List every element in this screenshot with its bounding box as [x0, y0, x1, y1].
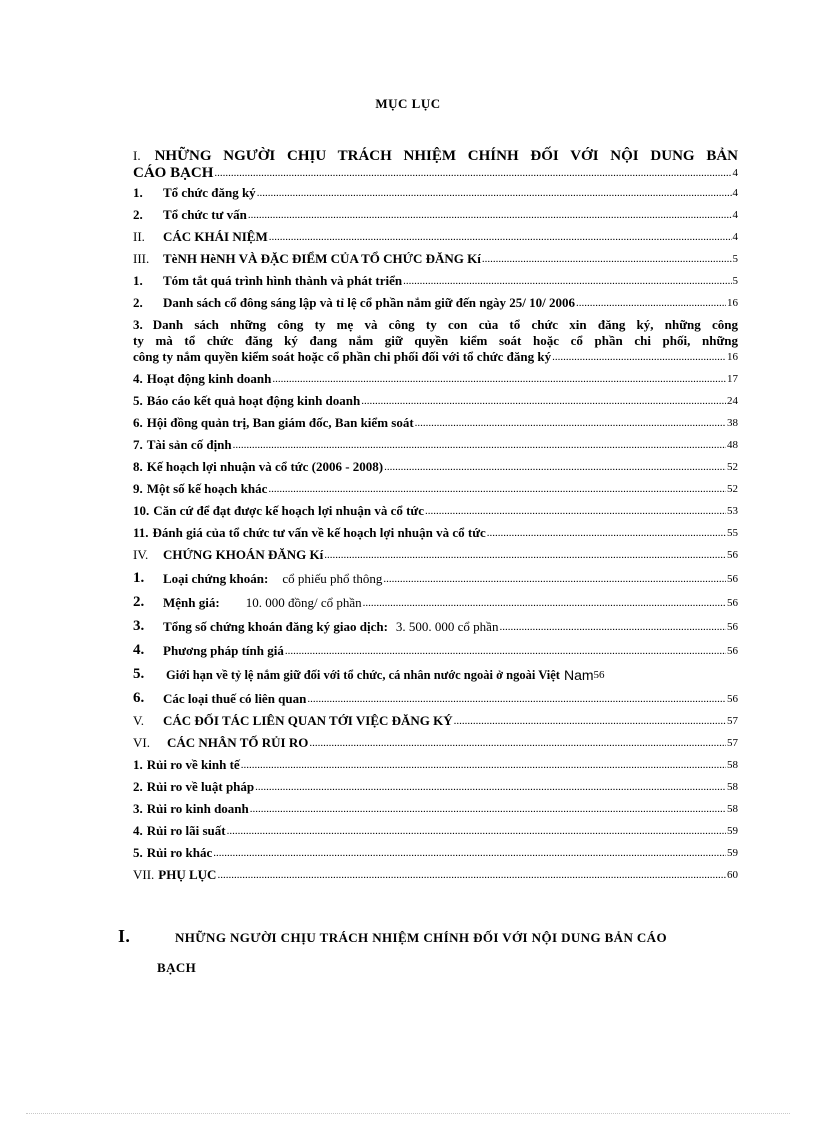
toc-entry-number: 1. [133, 570, 145, 586]
toc-entry[interactable] [133, 459, 738, 475]
table-of-contents [133, 147, 738, 889]
toc-page-number: 55 [727, 527, 738, 539]
toc-entry-number: 1. [133, 757, 143, 772]
toc-entry-number: 7. [133, 437, 143, 452]
toc-page-number: 53 [727, 505, 738, 517]
toc-entry-number: I. [133, 148, 141, 163]
toc-dot-leader [576, 295, 726, 311]
toc-page-number: 56 [593, 669, 605, 681]
toc-entry-label: CÁC ĐỐI TÁC LIÊN QUAN TỚI VIỆC ĐĂNG KÝ [163, 713, 453, 728]
toc-entry-label: Tóm tắt quá trình hình thành và phát triển [163, 273, 403, 288]
toc-dot-leader [227, 823, 726, 839]
toc-entry[interactable] [133, 481, 738, 497]
toc-entry-label: Hoạt động kinh doanh [146, 371, 272, 386]
toc-entry-label-suffix: Nam [563, 667, 594, 683]
toc-entry-label: Hội đồng quản trị, Ban giám đốc, Ban kiểm soát [146, 415, 414, 430]
toc-entry-label: Các loại thuế có liên quan [163, 691, 307, 706]
toc-entry-label: Tài sản cố định [146, 437, 232, 452]
toc-entry-number: 5. [133, 393, 143, 408]
toc-dot-leader [415, 415, 726, 431]
toc-dot-leader [425, 503, 726, 519]
toc-dot-leader [403, 273, 731, 289]
toc-entry-number: 3. [133, 801, 143, 816]
toc-entry-label: Rủi ro kinh doanh [146, 801, 249, 816]
toc-entry-label: CÁC NHÂN TỐ RỦI RO [167, 735, 309, 750]
toc-dot-leader [285, 643, 726, 659]
toc-page-number: 52 [727, 483, 738, 495]
toc-dot-leader [324, 547, 726, 563]
toc-page-number: 4 [732, 167, 738, 179]
toc-entry[interactable] [133, 207, 738, 223]
toc-dot-leader [241, 757, 726, 773]
toc-entry[interactable] [133, 295, 738, 311]
toc-entry-number: IV. [133, 547, 149, 562]
toc-page-number: 5 [732, 275, 738, 287]
toc-entry-label: Kế hoạch lợi nhuận và cổ tức (2006 - 2008) [146, 459, 384, 474]
toc-entry-number: 2. [133, 594, 145, 610]
toc-page-number: 56 [727, 645, 738, 657]
toc-entry-label: Giới hạn về tỷ lệ nắm giữ đối với tổ chức, cá nhân nước ngoài ở ngoài Việt [166, 668, 560, 682]
toc-entry[interactable] [133, 371, 738, 387]
toc-entry-label: Loại chứng khoán: [163, 571, 269, 586]
toc-page-number: 4 [732, 209, 738, 221]
toc-entry-number: 5. [133, 666, 145, 682]
toc-entry-section-3[interactable] [133, 251, 738, 267]
toc-entry-label: TèNH HèNH VÀ ĐẶC ĐIỂM CỦA TỔ CHỨC ĐĂNG Kí [163, 251, 481, 266]
toc-dot-leader [272, 371, 726, 387]
toc-entry-number: 4. [133, 823, 143, 838]
toc-dot-leader [482, 251, 732, 267]
page-bottom-divider [26, 1113, 790, 1114]
toc-page-number: 17 [727, 373, 738, 385]
toc-entry[interactable] [133, 273, 738, 289]
toc-dot-leader [269, 229, 732, 245]
toc-dot-leader [217, 867, 726, 883]
toc-entry-value: 10. 000 đồng/ cổ phần [245, 595, 362, 610]
toc-entry-label-line: ty mà tổ chức đăng ký đang nắm giữ quyền kiểm soát hoặc cổ phần chi phối, những [133, 333, 738, 348]
toc-entry[interactable] [133, 689, 738, 707]
toc-dot-leader [363, 595, 726, 611]
toc-entry-number: 3. [133, 317, 143, 332]
toc-entry-number: 1. [133, 273, 143, 288]
toc-entry-number: 2. [133, 779, 143, 794]
toc-page-number: 52 [727, 461, 738, 473]
toc-dot-leader [257, 185, 732, 201]
toc-entry-number: 6. [133, 415, 143, 430]
toc-page-number: 56 [727, 597, 738, 609]
toc-entry[interactable] [133, 569, 738, 587]
toc-entry-label: PHỤ LỤC [158, 867, 217, 882]
toc-entry-label: Rủi ro về kinh tế [146, 757, 240, 772]
toc-entry-number: 8. [133, 459, 143, 474]
toc-entry-label: Báo cáo kết quả hoạt động kinh doanh [146, 393, 361, 408]
toc-page-number: 4 [732, 187, 738, 199]
toc-entry-label: Phương pháp tính giá [163, 643, 284, 658]
toc-entry-value: 3. 500. 000 cổ phần [395, 619, 499, 634]
toc-dot-leader [248, 207, 732, 223]
toc-entry-label: CÁC KHÁI NIỆM [163, 229, 268, 244]
toc-entry-number: 11. [133, 525, 149, 540]
toc-entry-label: Căn cứ để đạt được kế hoạch lợi nhuận và cổ tức [153, 503, 424, 518]
toc-entry[interactable] [133, 415, 738, 431]
toc-dot-leader [213, 845, 726, 861]
toc-entry-label: Đánh giá của tổ chức tư vấn về kế hoạch lợi nhuận và cổ tức [152, 525, 486, 540]
toc-entry[interactable] [133, 779, 738, 795]
toc-entry-section-5[interactable] [133, 713, 738, 729]
section-title-line-2: BẠCH [157, 960, 197, 975]
toc-entry-label: Rủi ro khác [146, 845, 213, 860]
toc-dot-leader [250, 801, 726, 817]
toc-dot-leader [214, 165, 731, 181]
toc-entry-number: 2. [133, 295, 143, 310]
toc-entry-label: Tổng số chứng khoán đăng ký giao dịch: [163, 619, 388, 634]
toc-page-number: 58 [727, 803, 738, 815]
toc-dot-leader [454, 713, 726, 729]
section-number: I. [118, 926, 131, 946]
toc-page-number: 59 [727, 825, 738, 837]
toc-entry[interactable] [133, 525, 738, 541]
toc-entry-section-6[interactable] [133, 735, 738, 751]
toc-page-number: 16 [727, 297, 738, 309]
toc-page-number: 56 [727, 549, 738, 561]
toc-entry-label-tail: CÁO BẠCH [133, 165, 214, 181]
toc-entry[interactable] [133, 617, 738, 635]
toc-entry[interactable] [133, 757, 738, 773]
toc-page-number: 48 [727, 439, 738, 451]
toc-entry-number: 6. [133, 690, 145, 706]
toc-dot-leader [487, 525, 726, 541]
toc-dot-leader [233, 437, 726, 453]
toc-entry[interactable] [133, 641, 738, 659]
toc-entry[interactable] [133, 317, 738, 365]
toc-entry-value: cổ phiếu phổ thông [282, 571, 383, 586]
toc-entry-label: Mệnh giá: [163, 595, 220, 610]
toc-page-number: 57 [727, 737, 738, 749]
toc-entry-number: 9. [133, 481, 143, 496]
toc-entry-number: 1. [133, 185, 143, 200]
toc-entry-number: VII. [133, 867, 155, 882]
toc-entry-section-2[interactable] [133, 229, 738, 245]
toc-page-number: 24 [727, 395, 738, 407]
toc-page-number: 38 [727, 417, 738, 429]
toc-page-number: 5 [732, 253, 738, 265]
toc-entry[interactable] [133, 593, 738, 611]
toc-title: MỤC LỤC [375, 96, 441, 111]
toc-page-number: 60 [727, 869, 738, 881]
toc-entry-number: 2. [133, 207, 143, 222]
toc-page-number: 57 [727, 715, 738, 727]
toc-page-number: 4 [732, 231, 738, 243]
toc-page-number: 56 [727, 573, 738, 585]
toc-entry[interactable] [133, 393, 738, 409]
toc-entry-number: III. [133, 251, 150, 266]
toc-dot-leader [309, 735, 726, 751]
toc-page-number: 56 [727, 621, 738, 633]
toc-page-number: 59 [727, 847, 738, 859]
toc-entry-number: 10. [133, 503, 150, 518]
toc-dot-leader [384, 459, 726, 475]
toc-entry-number: 4. [133, 371, 143, 386]
toc-entry-number: VI. [133, 735, 150, 750]
toc-entry-label: Rủi ro lãi suất [146, 823, 226, 838]
toc-entry-label: Một số kế hoạch khác [146, 481, 268, 496]
toc-entry[interactable] [133, 801, 738, 817]
toc-dot-leader [268, 481, 726, 497]
toc-entry-label: CHỨNG KHOÁN ĐĂNG Kí [163, 547, 324, 562]
toc-entry-label: NHỮNG NGƯỜI CHỊU TRÁCH NHIỆM CHÍNH ĐỐI VỚI NỘI DUNG BẢN [154, 148, 738, 164]
toc-entry-label: Danh sách cổ đông sáng lập và tỉ lệ cổ phần nắm giữ đến ngày 25/ 10/ 2006 [163, 295, 575, 310]
toc-entry-section-4[interactable] [133, 547, 738, 563]
toc-entry-label: Tổ chức đăng ký [163, 185, 256, 200]
toc-dot-leader [307, 691, 726, 707]
toc-entry[interactable] [133, 503, 738, 519]
toc-entry[interactable] [133, 665, 738, 683]
toc-entry[interactable] [133, 185, 738, 201]
toc-entry[interactable] [133, 823, 738, 839]
toc-entry-number: 5. [133, 845, 143, 860]
toc-entry-label: Rủi ro về luật pháp [146, 779, 255, 794]
toc-entry-number: V. [133, 713, 144, 728]
toc-page-number: 58 [727, 759, 738, 771]
toc-page-number: 16 [727, 351, 738, 363]
toc-entry[interactable] [133, 437, 738, 453]
section-title-line-1: NHỮNG NGƯỜI CHỊU TRÁCH NHIỆM CHÍNH ĐỐI VỚI NỘI DUNG BẢN CÁO [175, 930, 667, 945]
toc-entry-section-1[interactable] [133, 147, 738, 181]
toc-dot-leader [383, 571, 726, 587]
toc-entry-number: II. [133, 229, 145, 244]
toc-entry-number: 4. [133, 642, 145, 658]
toc-entry-label-tail: công ty nắm quyền kiểm soát hoặc cổ phần chi phối đối với tổ chức đăng ký [133, 349, 552, 364]
toc-entry-label: Danh sách những công ty mẹ và công ty con của tổ chức xin đăng ký, những công [152, 317, 738, 332]
toc-page-number: 58 [727, 781, 738, 793]
toc-dot-leader [499, 619, 726, 635]
toc-entry-label: Tổ chức tư vấn [163, 207, 247, 222]
toc-entry[interactable] [133, 845, 738, 861]
toc-dot-leader [552, 349, 726, 365]
toc-page-number: 56 [727, 693, 738, 705]
toc-entry-number: 3. [133, 618, 145, 634]
toc-dot-leader [255, 779, 726, 795]
toc-dot-leader [361, 393, 726, 409]
toc-entry-section-7[interactable] [133, 867, 738, 883]
